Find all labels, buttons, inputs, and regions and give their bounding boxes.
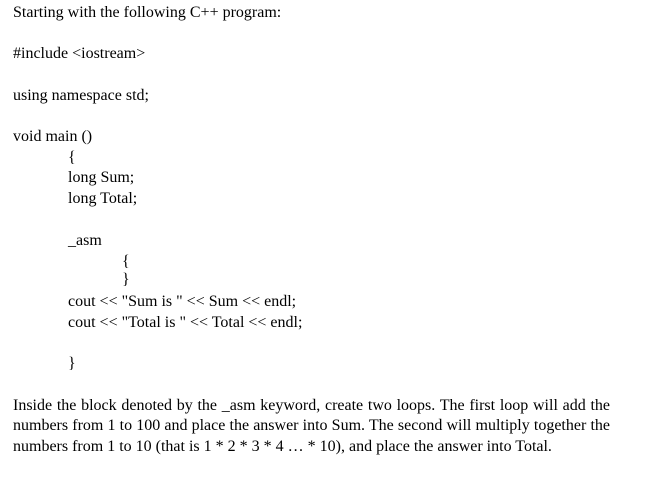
code-cout-total: cout << "Total is " << Total << endl; [68,314,303,331]
instructions-paragraph: Inside the block denoted by the _asm keyword, create two loops. The first loop will add the numbers from 1 to 100 and place the answer into Sum. The second will multiply together the numbers from 1 to 10 (that is 1 * 2 * 3 * 4 … * 10), and place the answer into Total. [13,397,610,455]
code-main-signature: void main () [13,128,93,145]
code-asm-close-brace: } [122,271,130,288]
code-open-brace: { [68,149,76,166]
code-include-line: #include <iostream> [13,45,146,62]
code-decl-total: long Total; [68,190,138,207]
code-asm-keyword: _asm [68,232,102,249]
code-asm-open-brace: { [122,253,130,270]
code-close-brace: } [68,355,76,372]
intro-text: Starting with the following C++ program: [13,4,282,21]
code-using-line: using namespace std; [13,87,149,104]
code-cout-sum: cout << "Sum is " << Sum << endl; [68,293,297,310]
code-decl-sum: long Sum; [68,169,135,186]
